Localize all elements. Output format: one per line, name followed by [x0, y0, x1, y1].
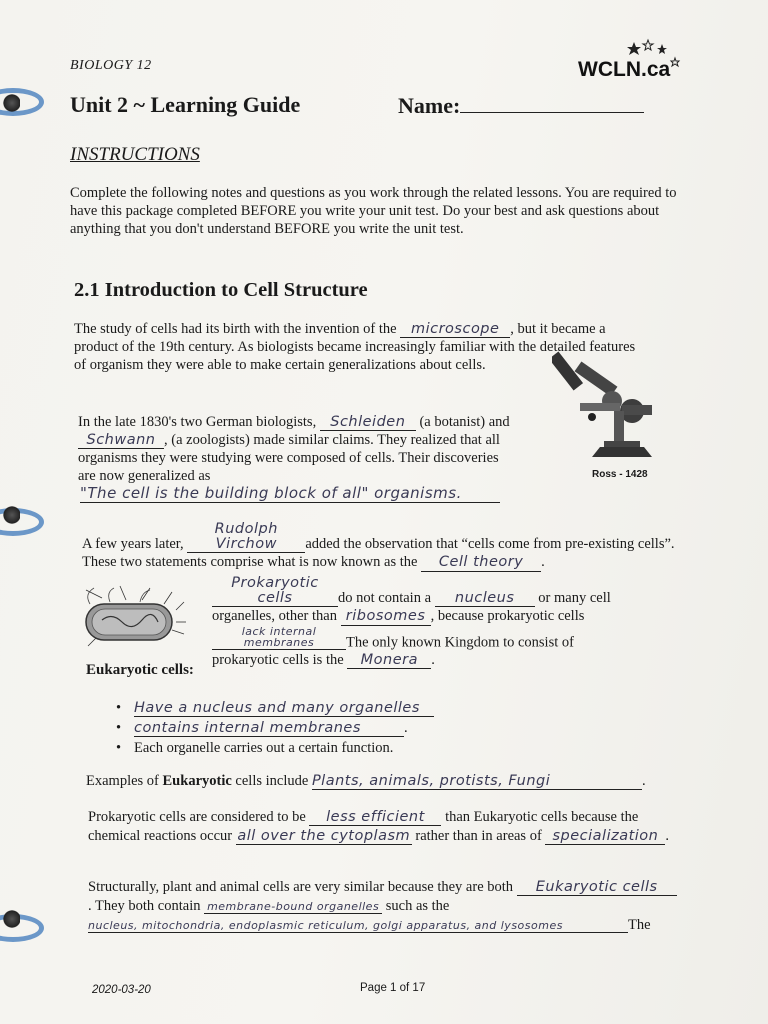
para-microscope: The study of cells had its birth with the invention of the microscope , but it became a product of the 19th century. As biologists became increasingly familiar with the detailed features of organism they were able to make certain generalizations about cells.: [74, 321, 636, 374]
answer-schleiden[interactable]: Schleiden: [320, 415, 416, 431]
answer-examples[interactable]: Plants, animals, protists, Fungi: [312, 774, 642, 790]
answer-membrane-bound[interactable]: membrane-bound organelles: [204, 901, 382, 914]
list-item: • contains internal membranes .: [134, 718, 512, 738]
para-plant-animal: Structurally, plant and animal cells are very similar because they are both Eukaryotic cells. They both contain membrane-bound organelles such as the nucleus, mitochondria, endoplasmic reticulum, golgi apparatus, and lysosomes The: [88, 878, 680, 935]
logo-stars-icon: [576, 38, 686, 82]
answer-internal-membranes[interactable]: lack internal membranes: [212, 626, 346, 650]
bacterium-icon: [80, 582, 204, 654]
binder-clip-top: [0, 94, 20, 112]
answer-microscope[interactable]: microscope: [400, 322, 510, 338]
page-title: Unit 2 ~ Learning Guide: [70, 92, 301, 117]
para-prokaryotic: Prokaryotic cells do not contain a nucleus or many cell organelles, other than ribosomes , because prokaryotic cells lack internal membranes The only known Kingdom to consist of prokaryotic cells is the Monera .: [212, 575, 611, 669]
para-eukaryotic-examples: Examples of Eukaryotic cells include Plants, animals, protists, Fungi .: [86, 773, 646, 789]
instructions-text: Complete the following notes and questions as you work through the related lessons. You are required to have this package completed BEFORE you write your unit test. Do your best and ask questions about anything that you don't understand BEFORE you write the unit test.: [70, 185, 677, 237]
eukaryotic-heading: Eukaryotic cells:: [86, 662, 194, 678]
list-item: • Each organelle carries out a certain function.: [134, 738, 512, 758]
answer-cell-generalization[interactable]: "The cell is the building block of all" organisms.: [80, 484, 500, 503]
microscope-caption: Ross - 1428: [592, 469, 648, 480]
name-label: Name:: [398, 93, 461, 118]
binder-clip-middle: [0, 506, 20, 524]
answer-all-over-cytoplasm[interactable]: all over the cytoplasm: [237, 828, 411, 844]
answer-virchow[interactable]: Rudolph Virchow: [187, 522, 305, 553]
svg-text:WCLN.ca: WCLN.ca: [578, 58, 671, 81]
list-item: • Have a nucleus and many organelles: [134, 698, 512, 718]
answer-nucleus[interactable]: nucleus: [435, 591, 535, 607]
section-title: 2.1 Introduction to Cell Structure: [74, 279, 368, 301]
para-virchow: A few years later, Rudolph Virchow added the observation that “cells come from pre-existing cells”. These two statements comprise what is now known as the Cell theory .: [82, 521, 675, 571]
footer-date: 2020-03-20: [92, 984, 151, 996]
answer-prokaryotic-cells[interactable]: Prokaryotic cells: [212, 576, 338, 607]
answer-organelle-list[interactable]: nucleus, mitochondria, endoplasmic reticulum, golgi apparatus, and lysosomes: [88, 920, 628, 933]
page-number: Page 1 of 17: [360, 982, 426, 994]
microscope-icon: [552, 345, 672, 465]
name-blank[interactable]: [460, 92, 644, 113]
instructions-heading: INSTRUCTIONS: [70, 144, 200, 165]
binder-clip-bottom: [0, 910, 20, 928]
course-label: BIOLOGY 12: [70, 58, 152, 73]
para-german-biologists: In the late 1830's two German biologists, Schleiden (a botanist) and Schwann , (a zoologists) made similar claims. They realized that all organisms they were studying were composed of cells. Their discoveries are now generalized as: [78, 414, 510, 485]
wcln-logo: [576, 38, 686, 82]
answer-cell-theory[interactable]: Cell theory: [421, 555, 541, 571]
answer-specialization[interactable]: specialization: [545, 829, 665, 845]
answer-ribosomes[interactable]: ribosomes: [341, 609, 431, 625]
answer-monera[interactable]: Monera: [347, 653, 431, 669]
answer-schwann[interactable]: Schwann: [78, 433, 164, 449]
microscope-illustration: [552, 345, 672, 485]
answer-less-efficient[interactable]: less efficient: [309, 810, 441, 826]
answer-eukaryotic-cells[interactable]: Eukaryotic cells: [517, 880, 677, 896]
eukaryotic-list: [112, 698, 512, 758]
prokaryote-diagram: [80, 582, 204, 654]
para-efficiency: Prokaryotic cells are considered to be less efficient than Eukaryotic cells because the chemical reactions occur all over the cytoplasm rather than in areas of specialization .: [88, 809, 670, 844]
name-field[interactable]: [398, 92, 644, 119]
